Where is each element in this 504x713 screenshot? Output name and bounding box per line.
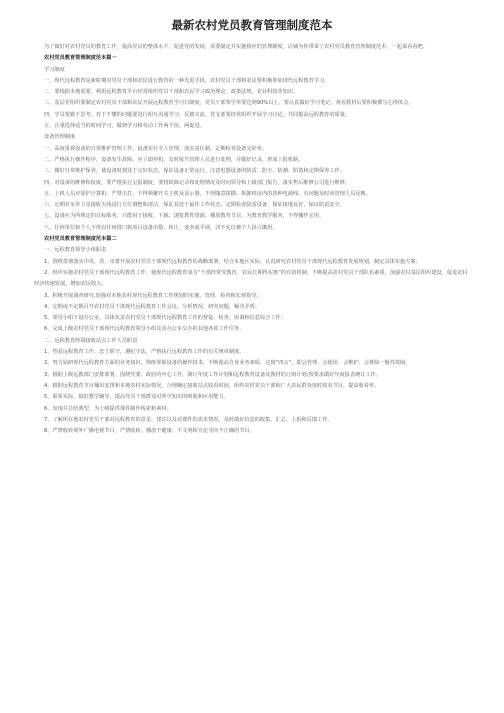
body-paragraph: 4、根据远程教育节目播出安排和本地农村实际情况，合理确定接收站点收看时间，组织农村党员干部和广大农民群众按时收看节目，提高收看率。 [44,382,380,389]
body-paragraph: 7、了解所在地农村党员干部对远程教育的意见、建议以及对课件的需求情况，及时做好信息的收集、汇总、上报和反馈工作。 [44,416,333,423]
body-paragraph: 三、做好日常维护保养，使设备时刻处于完好状态，保证设备正常运行。注意电器设备的防雷、防尘、防潮、防盗和定期保养工作。 [44,168,345,175]
body-paragraph: 五、上机人员应爱护计算机，严禁击打，不得频繁开关主机及显示器。不得随意拔插、拆卸机房内的各种电源线、有问题及时向管理人员反映。 [44,190,371,197]
body-paragraph: 3、积极开展调查研究,加强对本地农村现代远程教育工作规划的实施，管理，检查和宏观指导； [44,292,262,299]
body-paragraph: 二、严格执行操作程序，设备发生故障，应立即停机，及时报告管理人员进行处理，并做好记录，形成上报机制。 [44,156,304,163]
body-paragraph: 一、现代远程教育是新时期对党员干部和农民进行教育的一种先进手段，农村党员干部和农民要积极参加现代远程教育学习。 [44,77,330,84]
body-paragraph: 5、领导小组下设办公室，具体负责农村党员干部现代远程教育工作的督促、检查、协调和信息综合工作； [44,315,286,322]
document-title: 最新农村党员教育管理制度范本 [171,18,333,32]
sub-heading: 二、远程教育终端接收站点工作人员职责 [44,337,138,344]
body-paragraph: 4、定期或不定期召开农村党员干部现代远程教育工作会议，分析情况，研究问题，解决矛盾； [44,303,260,310]
sub-heading: 一、远程教育领导小组职责 [44,247,107,254]
body-paragraph: 5、联系实际，搞好教学辅导，提高党员干部群众对所学知识的吸收和应用能力。 [44,394,229,401]
body-paragraph: 二、要根据本地需要，利用远程教育平台经常组织党员干部和农民学习政治理论、政策法规、农业科技等知识。 [44,89,299,96]
body-paragraph: 四、对设备的维修和报废，要严格执行呈报制度，要将故障记录和处理情况及时向领导和上级部门报告，落实售后维修公司进行维修。 [44,179,351,186]
body-paragraph: 一、高度重视设备的日常维护管理工作，设备实行专人管理，落实责任制，定期检查设备完好率。 [44,145,268,152]
body-paragraph: 1、热爱远程教育工作，忠于职守，遵纪守法，严格执行远程教育工作的有关规章制度。 [44,349,245,356]
sub-heading: 设备管理制度 [44,134,76,141]
body-paragraph: 七、设备应为所规定的目标服务，只能用于接收、下载、浏览教育资源，播放教育节目，为教育教学服务，不得挪作它用。 [44,213,325,220]
body-paragraph: 6、发现并总结典型，为上级提供课件制作线索和素材。 [44,405,172,412]
body-paragraph: 8、严禁收转境外广播电视节目，严禁收转、播放不健康、不文明和宣论导向不正确的节目。 [44,428,255,435]
body-paragraph: 八、任何单位和个人不得以任何借口将项目设备出借、转让、变卖或平调，决不允许被个人挤占挪用。 [44,224,278,231]
body-paragraph: 2、努力钻研现代远程教育方面的业务知识，熟练掌握设备的操作技术，不断提高自身业务素质，达到“四会”，即会管理、会使用、会维护、会排除一般性故障。 [44,360,411,367]
body-paragraph: 四、学员要勤于思考，对于不懂的问题要进行相互沟通学习，反馈交流。党支部要经常组织开展学习讨论，共同提高远程教育的质量。 [44,111,351,118]
body-paragraph: 2、组织实施农村党员干部现代远程教育工作，使现代远程教育成为“干部经常受教育，农民长期得实惠”的有效机制，不断提高农村党员干部队伍素质，加强农村基层组织建设，促进农村经济快速发展，增加农民收入； [34,269,468,288]
body-paragraph: 1、围绕贯彻落实中央、省、市委开展农村党员干部现代远程教育的战略部署，结合本地区实际，认真研究农村党员干部现代远程教育发展规划，制定具体实施方案； [44,258,421,265]
body-paragraph: 三、基层党组织要制定农村党员干部和农民开展远程教育学习日制度，党员干部参学率要达到90%以上，要认真做好学习笔记，观看教材后要积极撰写心得体会。 [44,100,414,107]
body-paragraph: 六、定期对室外卫星接收天线进行方位调整和清洁，保证其处于最佳工作状态。定期检查防雷设备，保证接地良好，保证防雷安全。 [44,202,345,209]
body-paragraph: 五、注重选择适当的时间学习，做到学习和劳动工作两不误，两促进。 [44,123,205,130]
section-heading: 农村党员教育管理制度范本篇一 [44,55,117,62]
body-paragraph: 3、根据上级远教部门安排部署，围绕党委、政府的中心工作，制订年度工作计划和远程教育设备及教材的订购计划;按要求做好年度报表统计工作。 [44,371,382,378]
document-content [34,53,470,437]
sub-heading: 学习制度 [44,66,65,73]
intro-paragraph: 为了做好对农村党员的教育工作，提高党员的整体水平，促进党的发展，需要制定并实施相应的管理制度。店铺为你带来了农村党员教育管理制度范本，一起来看看吧。 [44,44,428,50]
body-paragraph: 6、完成上级农村党员干部现代远程教育领导小组及其办公室交办的其他各项工作任务。 [44,326,245,333]
section-heading: 农村党员教育管理制度范本篇二 [44,236,117,243]
